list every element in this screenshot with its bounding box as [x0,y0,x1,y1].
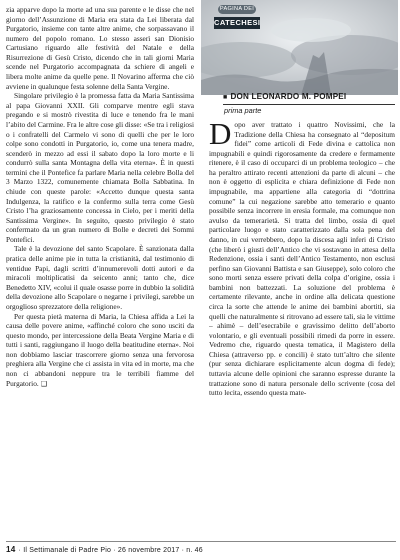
badge-top-label: PAGINA DEI [219,6,255,12]
end-of-article-mark: ❑ [40,379,47,388]
left-paragraph-4-text: Per questa pietà materna di Maria, la Chiesa affida a Lei la causa delle povere anime, «affinché coloro che sono usciti da questo mondo, per intercessione della Beata Vergine Maria e di tutti i santi, raggiungano il luogo della beatitudine eterna». Noi non dobbiamo lasciar trascorrere giorno senza una fervorosa preghiera alla Vergine che ci assista in vita ed in morte, ma che non ci abbandoni neppure tra le terribili fiamme del Purgatorio. [6,311,194,388]
left-text-column [6,5,194,535]
right-body-text: opo aver trattato i quattro Novissimi, che la Tradizione della Chiesa ha consegnato al “depositum fidei” come articoli di Fede divina e cattolica non impugnabili e quindi rigorosamente da credere e fermamente ritenere, è il caso di occuparci di un problema teologico – che ha peraltro attirato recenti attenzioni da parte di alcuni – che non è oggetto di esplicita e chiara definizione di Fede non impugnabile, ma appartiene alla categoria di “dottrina comune” la cui negazione sarebbe atto temerario e quanto possibile senza incorrere in eresia formale, ma comunque non avulso da temerarietà. Si tratta del limbo, ossia di quel particolare luogo e stato caratterizzato dalla sola pena del danno, in cui verrebbero, dopo la discesa agli inferi di Cristo (che liberò i giusti dell’Antico che vi sostavano in attesa della Redenzione, ossia i santi dell’Antico Testamento, non esclusi perfino san Giovanni Battista e san Giuseppe), solo coloro che sono morti senza essere privati della colpa d’origine, ossia i bambini non battezzati. La soluzione del problema è certamente rilevante, anche in ordine alla delicata questione circa la sorte che attende le anime dei bambini abortiti, sia quelli che naturalmente si ritrovano ad essere tali, sia le vittime – ahimè – dell’esecrabile e gravissimo delitto dell’aborto volontario, e gli eventuali possibili rimedi da porre in essere. Vedremo che, riguardo questa tematica, il Magistero della Chiesa (attraverso pp. e concili) è stato tutt’altro che silente (pur senza dichiarare esplicitamente alcun dogma di fede); tuttavia alcune delle opinioni che saranno espresse durante la trattazione sono di natura personale dello scrivente (cosa del tutto lecita, essendo questa mate- [209,120,395,398]
left-paragraph-3: Tale è la devozione del santo Scapolare. È sanzionata dalla pratica delle anime pie in tutta la cristianità, dal testimonio di ventidue Papi, dagli scritti d’innumerevoli dotti autori e da miracoli moltiplicatisi da seicento anni; tanto che, dice Benedetto XIV, «colui il quale osasse porre in dubbio la solidità della devozione allo Scapolare o negarne i privilegi, sarebbe un orgoglioso sprezzatore della religione». [6,244,194,311]
byline-divider [223,104,395,105]
right-text-column [209,120,395,536]
author-byline [223,92,393,101]
left-paragraph-4 [6,312,194,390]
page-footer [6,541,396,554]
left-paragraph-1: zia apparve dopo la morte ad una sua parente e le disse che nel giorno dell’Assunzione di Maria era stata da Lei liberata dal Purgatorio, insieme con tante altre anime, che sorpassavano il numero del popolo romano. Lo stesso asserì san Dionisio Cartusiano riguardo alle festività del Natale e della Risurrezione di Gesù Cristo, dicendo che in tali giorni Maria scende nel Purgatorio accompagnata da schiere di angeli e libera molte anime da quelle pene. Il Novarino afferma che ciò avviene in qualunque festa solenne della Santa Vergine. [6,5,194,91]
left-paragraph-2: Singolare privilegio è la promessa fatta da Maria Santissima al papa Giovanni XXII. Gli comparve mentre egli stava pregando e si mostrò rivestita di luce e tenendo fra le mani l’abito del Carmine. Fra le altre cose gli disse: «Se tra i religiosi o i confratelli del Carmelo vi sono di quelli che per le loro colpe sono condotti in Purgatorio, io, come una tenera madre, scenderò in mezzo ad essi il sabato dopo la loro morte e li condurrò sulla santa Montagna della vita eterna». È in questi termini che il Pontefice fa parlare Maria nella celebre Bolla del 3 Marzo 1322, comunemente chiamata Bolla Sabbatina. In chiude con queste parole: «Accetto dunque questa santa Indulgenza, la ratifico e la confermo sulla terra come Gesù Cristo l’ha graziosamente concessa in Cielo, per i meriti della Santissima Vergine». In seguito, questo privilegio è stato confermato da un gran numero di Bolle e decreti dei Sommi Pontefici. [6,91,194,244]
page-number: 14 [6,545,16,554]
header-illustration [201,0,398,95]
drop-cap: D [209,120,232,151]
square-bullet-icon: ■ [223,94,228,101]
author-name: DON LEONARDO M. POMPEI [230,92,347,101]
running-head: · Il Settimanale di Padre Pio · 26 novembre 2017 · n. 46 [18,547,203,554]
section-label: prima parte [224,106,262,115]
badge-main-label: CATECHESI [214,18,261,27]
catechesis-badge [214,5,260,45]
